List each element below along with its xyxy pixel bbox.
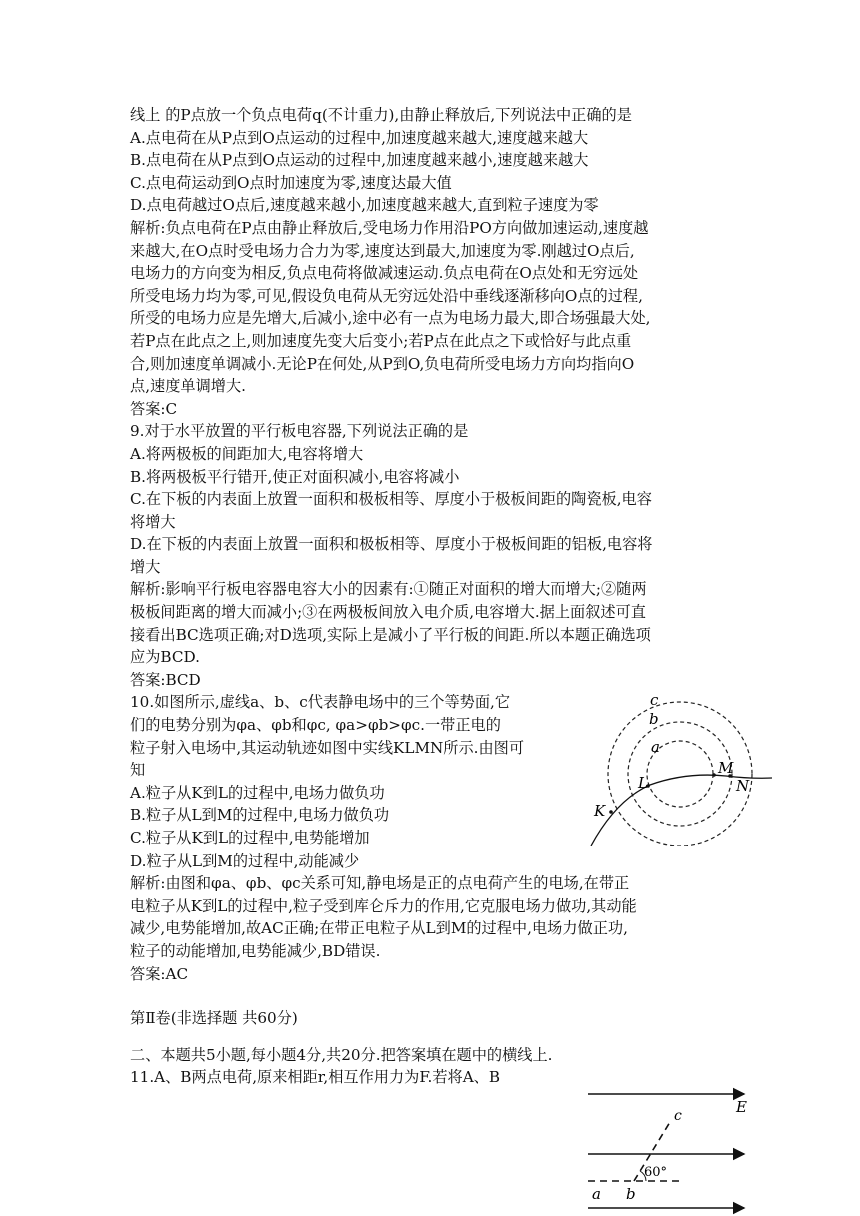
q10-option-b: B.粒子从L到M的过程中,电场力做负功 xyxy=(130,806,390,825)
q10-analysis-line: 电粒子从K到L的过程中,粒子受到库仑斥力的作用,它克服电场力做功,其动能 xyxy=(130,896,637,915)
label-m: M xyxy=(718,759,734,777)
q10-option-d: D.粒子从L到M的过程中,动能减少 xyxy=(130,851,360,870)
label-n: N xyxy=(736,777,750,795)
section-2-title: 第Ⅱ卷(非选择题 共60分) xyxy=(130,1009,298,1028)
label-a: a xyxy=(592,1185,601,1203)
label-b: b xyxy=(649,710,659,728)
q9-option-b: B.将两极板平行错开,使正对面积减小,电容将减小 xyxy=(130,467,460,486)
spacer xyxy=(130,1030,750,1044)
label-c: c xyxy=(650,691,659,709)
q10-stem-line: 粒子射入电场中,其运动轨迹如图中实线KLMN所示.由图可 xyxy=(130,738,525,757)
q8-option-c: C.点电荷运动到O点时加速度为零,速度达最大值 xyxy=(130,173,452,192)
q8-analysis-line: 所受电场力均为零,可见,假设负电荷从无穷远处沿中垂线逐渐移向O点的过程, xyxy=(130,286,643,305)
q10-analysis-line: 解析:由图和φa、φb、φc关系可知,静电场是正的点电荷产生的电场,在带正 xyxy=(130,874,630,893)
q9-analysis-line: 接看出BC选项正确;对D选项,实际上是减小了平行板的间距.所以本题正确选项 xyxy=(130,625,651,644)
section-2-instruction: 二、本题共5小题,每小题4分,共20分.把答案填在题中的横线上. xyxy=(130,1045,553,1064)
label-c: c xyxy=(674,1108,682,1124)
q9-answer: 答案:BCD xyxy=(130,670,201,689)
point-k xyxy=(609,810,613,814)
q8-analysis-line: 点,速度单调增大. xyxy=(130,377,246,396)
q8-analysis-line: 合,则加速度单调减小.无论P在何处,从P到O,负电荷所受电场力方向均指向O xyxy=(130,354,635,373)
q9-analysis-line: 解析:影响平行板电容器电容大小的因素有:①随正对面积的增大而增大;②随两 xyxy=(130,580,647,599)
equipotential-figure xyxy=(586,690,772,846)
q10-option-a: A.粒子从K到L的过程中,电场力做负功 xyxy=(130,783,385,802)
q9-option-d-cont: 增大 xyxy=(130,557,161,576)
q8-analysis-line: 所受的电场力应是先增大,后减小,途中必有一点为电场力最大,即合场强最大处, xyxy=(130,309,651,328)
q10-stem-line: 10.如图所示,虚线a、b、c代表静电场中的三个等势面,它 xyxy=(130,693,511,712)
q8-analysis-line: 若P点在此点之上,则加速度先变大后变小;若P点在此点之下或恰好与此点重 xyxy=(130,331,632,350)
q8-analysis-line: 电场力的方向变为相反,负点电荷将做减速运动.负点电荷在O点处和无穷远处 xyxy=(130,264,639,283)
q9-analysis-line: 应为BCD. xyxy=(130,648,200,667)
point-m xyxy=(712,773,716,777)
label-b: b xyxy=(626,1185,636,1203)
spacer xyxy=(130,985,750,1007)
label-a: a xyxy=(651,738,660,756)
q9-option-c: C.在下板的内表面上放置一面积和极板相等、厚度小于极板间距的陶瓷板,电容 xyxy=(130,490,652,509)
q9-option-c-cont: 将增大 xyxy=(130,512,176,531)
label-angle: 60° xyxy=(644,1165,668,1180)
uniform-field-figure xyxy=(580,1084,760,1216)
q9-option-d: D.在下板的内表面上放置一面积和极板相等、厚度小于极板间距的铝板,电容将 xyxy=(130,535,653,554)
q8-option-a: A.点电荷在从P点到O点运动的过程中,加速度越来越大,速度越来越大 xyxy=(130,128,589,147)
q10-stem-line: 知 xyxy=(130,761,146,780)
q10-analysis-line: 减少,电势能增加,故AC正确;在带正电粒子从L到M的过程中,电场力做正功, xyxy=(130,919,628,938)
document-body xyxy=(130,104,750,1089)
q9-stem: 9.对于水平放置的平行板电容器,下列说法正确的是 xyxy=(130,422,469,441)
label-e: E xyxy=(736,1098,747,1116)
label-l: L xyxy=(638,774,648,792)
q8-option-d: D.点电荷越过O点后,速度越来越小,加速度越来越大,直到粒子速度为零 xyxy=(130,196,599,215)
label-k: K xyxy=(594,802,606,820)
q10-answer: 答案:AC xyxy=(130,964,189,983)
q8-answer: 答案:C xyxy=(130,399,178,418)
q8-analysis-line: 来越大,在O点时受电场力合力为零,速度达到最大,加速度为零.刚越过O点后, xyxy=(130,241,635,260)
q8-option-b: B.点电荷在从P点到O点运动的过程中,加速度越来越小,速度越来越大 xyxy=(130,151,589,170)
q10-option-c: C.粒子从K到L的过程中,电势能增加 xyxy=(130,829,370,847)
q10-stem-line: 们的电势分别为φa、φb和φc, φa>φb>φc.一带正电的 xyxy=(130,716,501,735)
q10-analysis-line: 粒子的动能增加,电势能减少,BD错误. xyxy=(130,941,381,960)
q9-analysis-line: 极板间距离的增大而减小;③在两极板间放入电介质,电容增大.据上面叙述可直 xyxy=(130,603,646,622)
q8-analysis-line: 解析:负点电荷在P点由静止释放后,受电场力作用沿PO方向做加速运动,速度越 xyxy=(130,218,649,237)
q9-option-a: A.将两极板的间距加大,电容将增大 xyxy=(130,444,364,463)
q8-stem: 线上 的P点放一个负点电荷q(不计重力),由静止释放后,下列说法中正确的是 xyxy=(130,106,632,124)
q11-stem: 11.A、B两点电荷,原来相距r,相互作用力为F.若将A、B xyxy=(130,1068,501,1087)
